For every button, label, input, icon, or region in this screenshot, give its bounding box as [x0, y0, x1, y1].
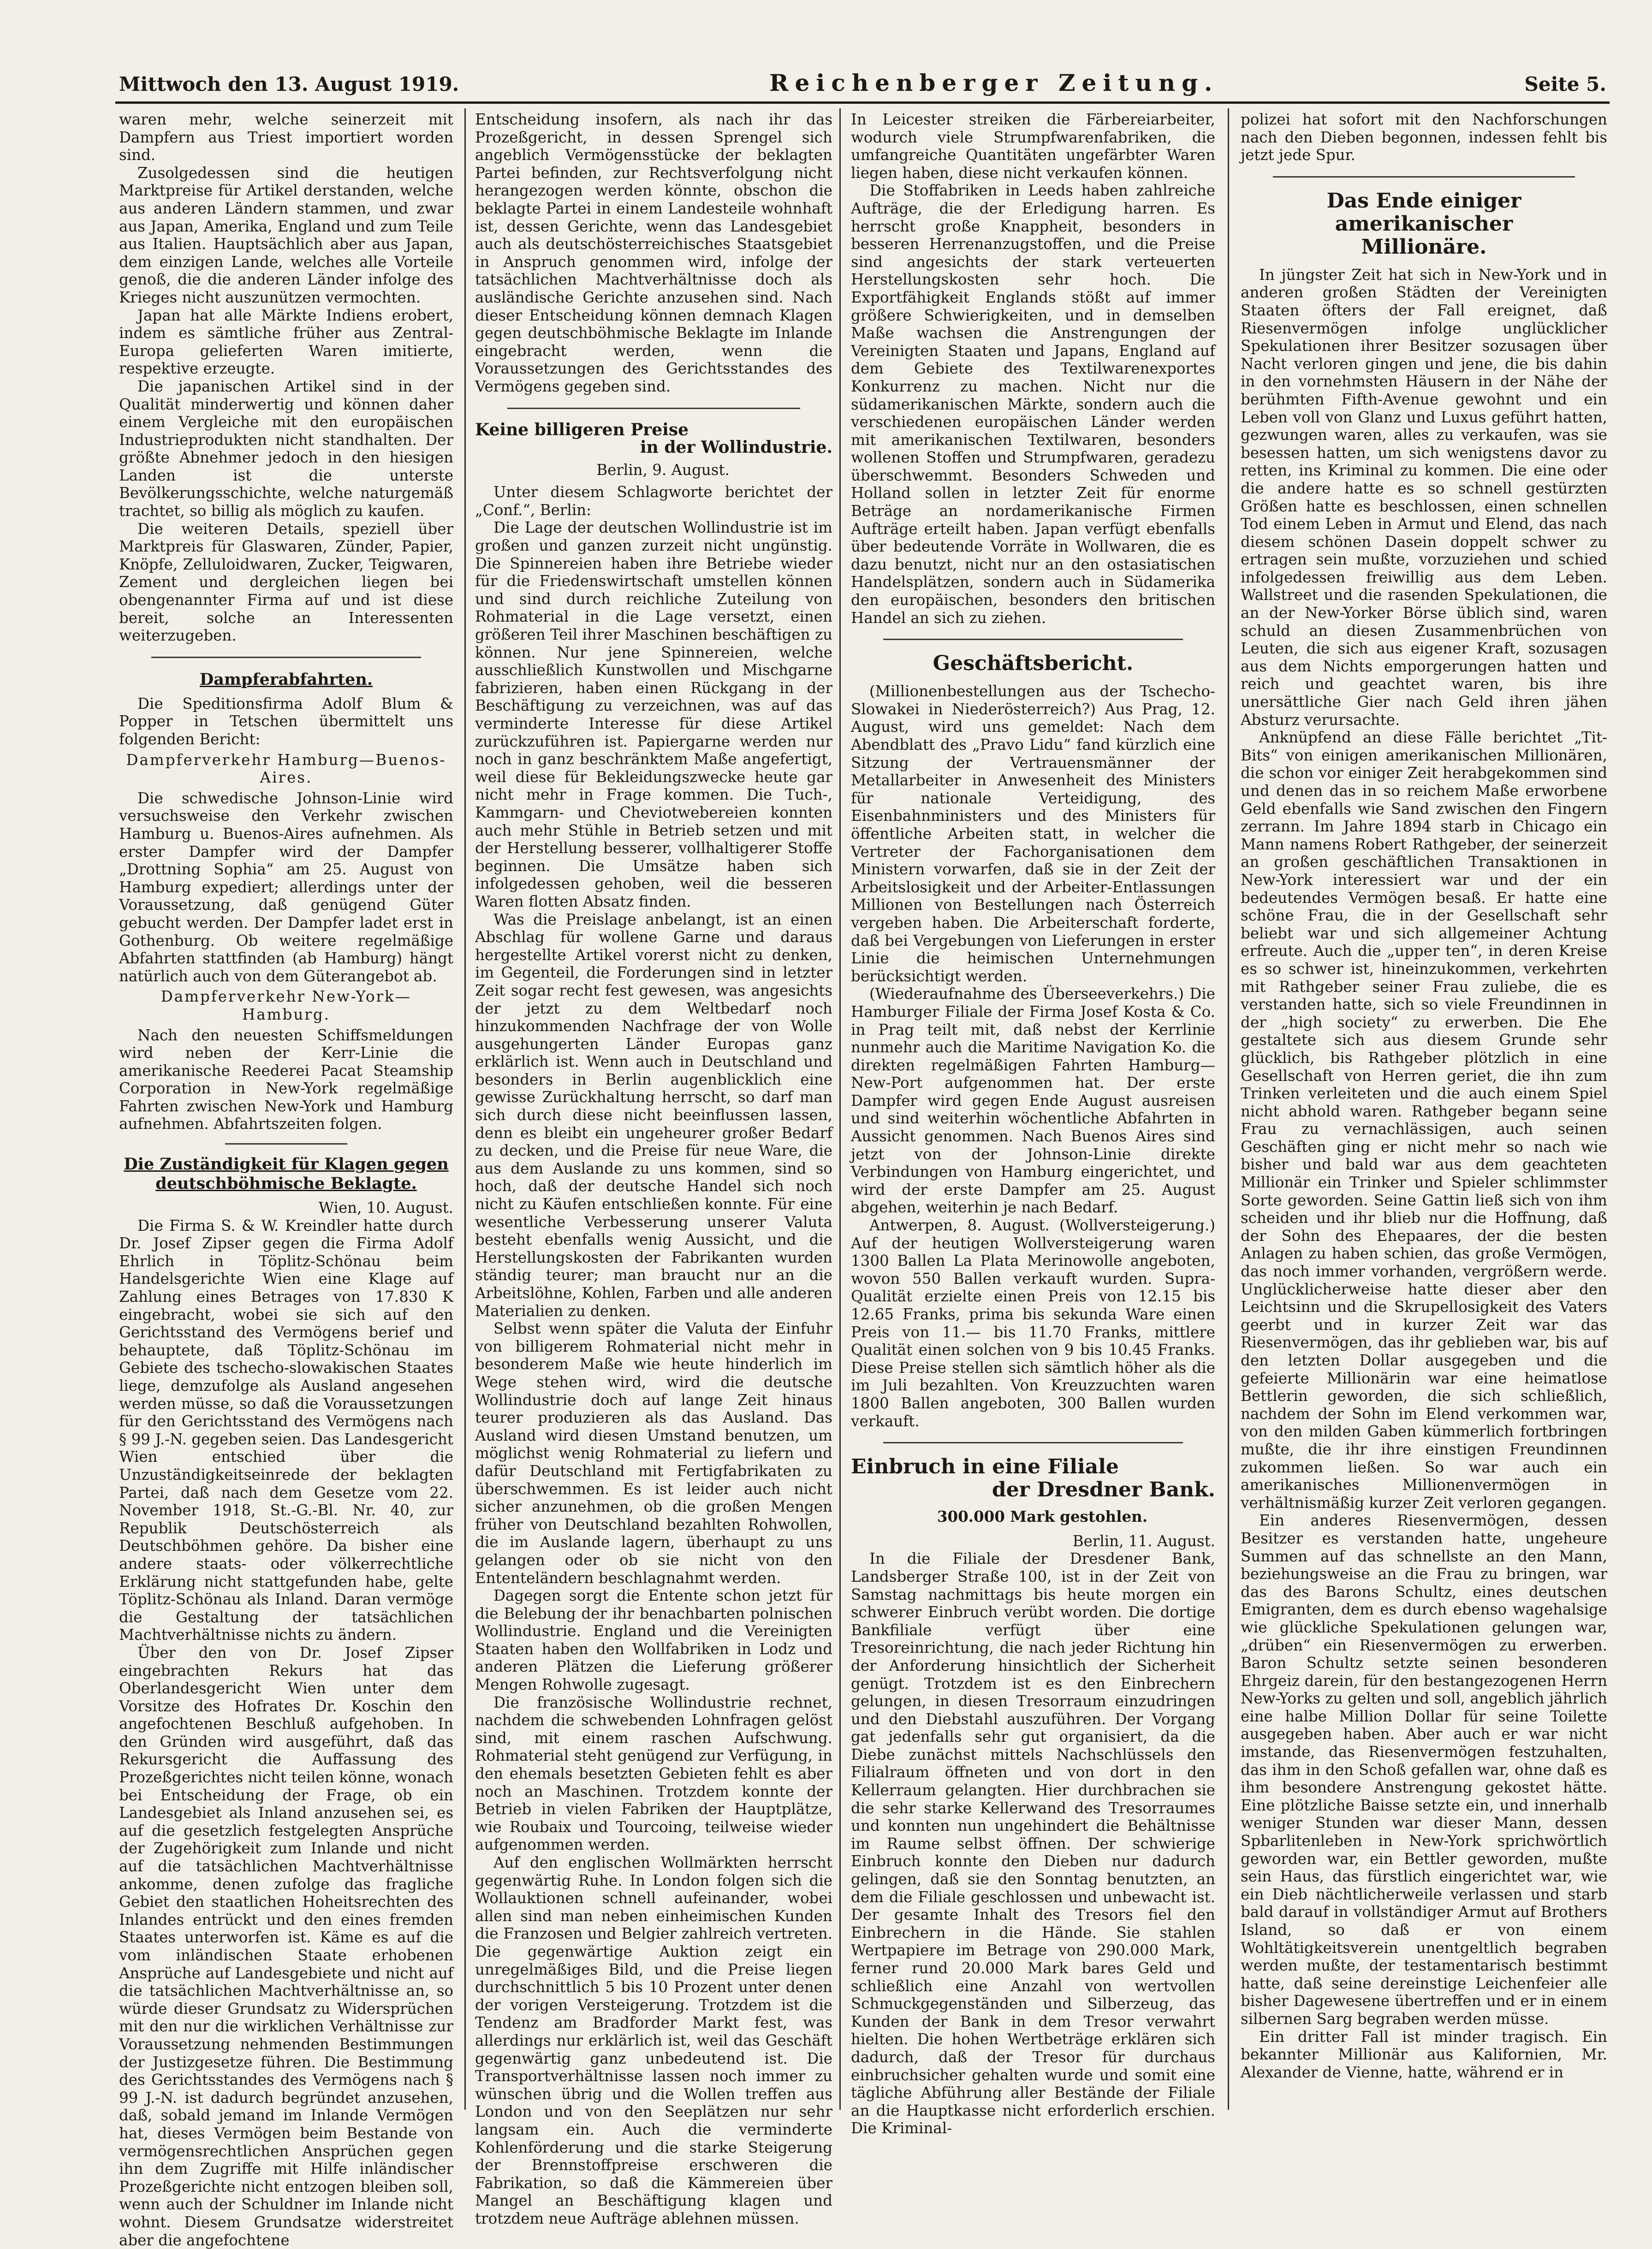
- paragraph: In die Filiale der Dresdener Bank, Landsberger Straße 100, ist in der Zeit von Samstag nachmittags bis heute morgen ein schwerer Einbruch verübt worden. Die dortige Bankfiliale verfügt über eine Tresoreinrichtung, die nach jeder Richtung hin der Anforderung hinsichtlich der Sicherheit genügt. Trotzdem ist es den Einbrechern gelungen, in diesen Tresorraum einzudringen und den Diebstahl auszuführen. Der Vorgang gat jedenfalls sehr gut organisiert, da die Diebe zunächst mittels Nachschlüssels den Filialraum öffneten und von dort in den Kellerraum gelangten. Hier durchbrachen sie die sehr starke Kellerwand des Tresorraumes und konnten nun ungehindert die Behältnisse im Raume selbst öffnen. Der schwierige Einbruch konnte den Dieben nur dadurch gelingen, daß sie den Sonntag benutzten, an dem die Filiale geschlossen und unbewacht ist. Der gesamte Inhalt des Tresors fiel den Einbrechern in die Hände. Sie stahlen Wertpapiere im Betrage von 290.000 Mark, ferner rund 20.000 Mark bares Geld und schließlich eine Anzahl von wertvollen Schmuckgegenständen und Silberzeug, das Kunden der Bank in dem Tresor verwahrt hielten. Die hohen Wertbeträge erklären sich dadurch, daß der Tresor für durchaus einbruchsicher gehalten wurde und somit eine tägliche Abführung aller Bestände der Filiale an die Hauptkasse nicht erforderlich erschien. Die Kriminal-: [851, 1550, 1215, 2137]
- paragraph: Ein dritter Fall ist minder tragisch. Ein bekannter Millionär aus Kalifornien, Mr. Alexander de Vienne, hatte, während er in: [1241, 2028, 1607, 2081]
- dateline: Berlin, 9. August.: [596, 461, 730, 479]
- paragraph: Auf den englischen Wollmärkten herrscht gegenwärtig Ruhe. In London folgen sich die Wollauktionen schnell aufeinander, wobei allen sind man neben einheimischen Kunden die Franzosen und Belgier zahlreich vertreten. Die gegenwärtige Auktion zeigt ein unregelmäßiges Bild, und die Preise liegen durchschnittlich 5 bis 10 Prozent unter denen der vorigen Versteigerung. Trotzdem ist die Tendenz am Bradforder Markt fest, was allerdings nur erklärlich ist, weil das Geschäft gegenwärtig ganz unbedeutend ist. Die Transportverhältnisse lassen noch immer zu wünschen übrig und die Wollen treffen aus London und von den Seeplätzen nur sehr langsam ein. Auch die verminderte Kohlenförderung und die starke Steigerung der Brennstoffpreise erschweren die Fabrikation, so daß die Kämmereien über Mangel an Beschäftigung klagen und trotzdem neue Aufträge ablehnen müssen.: [475, 1854, 832, 2227]
- paragraph: In Leicester streiken die Färbereiarbeiter, wodurch viele Strumpfwarenfabriken, die umfangreiche Quantitäten ungefärbter Waren liegen haben, diese nicht verkaufen können.: [851, 111, 1215, 182]
- column-2: [475, 111, 832, 2227]
- paragraph: Selbst wenn später die Valuta der Einfuhr von billigerem Rohmaterial nicht mehr in besonderem Maße wie heute hinderlich im Wege stehen wird, wird die deutsche Wollindustrie doch auf lange Zeit hinaus teurer produzieren als das Ausland. Das Ausland wird diesen Umstand benutzen, um möglichst wenig Rohmaterial zu liefern und dafür Deutschland mit Fertigfabrikaten zu überschwemmen. Es ist leider auch nicht sicher anzunehmen, ob die großen Mengen früher von Deutschland bezahlten Rohwollen, die im Auslande lagern, überhaupt zu uns gelangen oder ob sie nicht von den Ententeländern beschlagnahmt werden.: [475, 1320, 832, 1587]
- column-3: [851, 111, 1215, 2137]
- subheading: Dampferverkehr Hamburg—Buenos-Aires.: [126, 751, 446, 787]
- article-heading: Keine billigeren Preise: [475, 420, 689, 439]
- newspaper-title: Reichenberger Zeitung.: [769, 69, 1219, 96]
- paragraph: waren mehr, welche seinerzeit mit Dampfern aus Triest importiert worden sind.: [119, 111, 453, 164]
- dateline: Wien, 10. August.: [318, 1199, 453, 1217]
- article-heading: Geschäftsbericht.: [933, 652, 1134, 676]
- separator-rule: [151, 657, 421, 658]
- paragraph: In jüngster Zeit hat sich in New-York und in anderen großen Städten der Vereinigten Staaten öfters der Fall ereignet, daß Riesenvermögen infolge unglücklicher Spekulationen ihrer Besitzer sozusagen über Nacht verloren gingen und jene, die bis dahin in den vornehmsten Häusern in der Nähe der berühmten Fifth-Avenue gewohnt und ein Leben voll von Glanz und Luxus geführt hatten, gezwungen waren, alles zu verkaufen, was sie besessen hatten, um sich wenigstens davor zu retten, ins Kriminal zu kommen. Die eine oder die andere hatte es so schnell gestürzten Größen hatte es beschlossen, einen schnellen Tod einem Leben in Armut und Elend, das nach diesem schönen Dasein doppelt schwer zu ertragen sein mußte, vorzuziehen und schied infolgedessen freiwillig aus dem Leben. Wallstreet und die rasenden Spekulationen, die an der New-Yorker Börse üblich sind, waren schuld an diesen Zusammenbrüchen von Leuten, die sich aus eigener Kraft, sozusagen aus dem Nichts emporgerungen hatten und reich und geachtet waren, bis ihre unersättliche Gier nach Geld ihren jähen Absturz verursachte.: [1241, 266, 1607, 729]
- article-heading: Dampferabfahrten.: [199, 670, 373, 689]
- paragraph: Japan hat alle Märkte Indiens erobert, indem es sämtliche früher aus Zentral-Europa gelieferten Waren imitierte, respektive erzeugte.: [119, 306, 453, 378]
- masthead-rule: [115, 101, 1610, 104]
- paragraph: Über den von Dr. Josef Zipser eingebrachten Rekurs hat das Oberlandesgericht Wien unter dem Vorsitze des Hofrates Dr. Koschin den angefochtenen Beschluß aufgehoben. In den Gründen wird ausgeführt, daß das Rekursgericht die Auffassung des Prozeßgerichtes nicht teilen könne, wonach bei Entscheidung der Frage, ob ein Landesgebiet als Inland anzusehen sei, es auf die gesetzlich festgelegten Ansprüche der Zugehörigkeit zum Inlande und nicht auf die tatsächlichen Machtverhältnisse ankomme, denen zufolge das fragliche Gebiet den staatlichen Hoheitsrechten des Inlandes entrückt und den eines fremden Staates unterworfen ist. Käme es auf die vom inländischen Staate erhobenen Ansprüche auf Landesgebiete und nicht auf die tatsächlichen Machtverhältnisse an, so würde dieser Grundsatz zu Widersprüchen mit den nur die wirklichen Verhältnisse zur Voraussetzung nehmenden Bestimmungen der Justizgesetze führen. Die Bestimmung des Gerichtsstandes des Vermögens nach § 99 J.-N. ist dadurch begründet anzusehen, daß, sobald jemand im Inlande Vermögen hat, dieses Vermögen beim Bestande von vermögensrechtlichen Ansprüchen gegen ihn dem Zugriffe mit Hilfe inländischer Prozeßgerichte nicht entzogen bleiben soll, wenn auch der Schuldner im Inlande nicht wohnt. Diesem Grundsatze widerstreitet aber die angefochtene: [119, 1644, 453, 2249]
- page-number: Seite 5.: [1524, 73, 1606, 95]
- dateline: Berlin, 11. August.: [1072, 1532, 1215, 1550]
- issue-date: Mittwoch den 13. August 1919.: [119, 73, 459, 95]
- separator-rule: [1273, 176, 1575, 178]
- paragraph: Die französische Wollindustrie rechnet, nachdem die schwebenden Lohnfragen gelöst sind, mit einem raschen Aufschwung. Rohmaterial steht genügend zur Verfügung, in den ehemals besetzten Gebieten fehlt es aber noch an Maschinen. Trotzdem konnte der Betrieb in vielen Fabriken der Hauptplätze, wie Roubaix und Tourcoing, teilweise wieder aufgenommen werden.: [475, 1693, 832, 1854]
- paragraph: Was die Preislage anbelangt, ist an einen Abschlag für wollene Garne und daraus hergestellte Artikel vorerst nicht zu denken, im Gegenteil, die Forderungen sind in letzter Zeit sogar recht fest gewesen, was angesichts der jetzt zu dem Weltbedarf noch hinzukommenden Nachfrage der von Wolle ausgehungerten Länder Europas ganz erklärlich ist. Wenn auch in Deutschland und besonders in Berlin augenblicklich eine gewisse Zurückhaltung herrscht, so darf man sich durch diese nicht beeinflussen lassen, denn es bleibt ein ungeheurer großer Bedarf zu decken, und die Preise für neue Ware, die aus dem Auslande zu uns kommen, sind so hoch, daß der deutsche Handel sich noch nicht zu Käufen entschließen konnte. Für eine wesentliche Verbesserung unserer Valuta besteht ebenfalls wenig Aussicht, und die Herstellungskosten der Fabrikanten wurden ständig teurer; man braucht nur an die Arbeitslöhne, Kohlen, Farben und alle anderen Materialien zu denken.: [475, 910, 832, 1320]
- article-heading: Einbruch in eine Filiale: [851, 1455, 1119, 1479]
- column-divider: [464, 108, 466, 2110]
- article-heading: Die Zuständigkeit für Klagen gegen deutschböhmische Beklagte.: [124, 1155, 449, 1193]
- separator-rule: [225, 1143, 347, 1145]
- paragraph: Die Firma S. & W. Kreindler hatte durch Dr. Josef Zipser gegen die Firma Adolf Ehrlich in Töplitz-Schönau beim Handelsgerichte Wien eine Klage auf Zahlung eines Betrages von 17.830 K eingebracht, wobei sie sich auf den Gerichtsstand des Vermögens berief und behauptete, daß Töplitz-Schönau im Gebiete des tschecho-slowakischen Staates liege, demzufolge als Ausland angesehen werden müsse, so daß die Voraussetzungen für den Gerichtsstand des Vermögens nach § 99 J.-N. gegeben seien. Das Landesgericht Wien entschied über die Unzuständigkeitseinrede der beklagten Partei, daß nach dem Gesetze vom 22. November 1918, St.-G.-Bl. Nr. 40, zur Republik Deutschösterreich als Deutschböhmen gehöre. Da bisher eine andere staats- oder völkerrechtliche Erklärung nicht stattgefunden habe, gelte Töplitz-Schönau als Inland. Daran vermöge die Gestaltung der tatsächlichen Machtverhältnisse nichts zu ändern.: [119, 1216, 453, 1644]
- subheading: Dampferverkehr New-York—Hamburg.: [160, 988, 412, 1023]
- separator-rule: [507, 408, 800, 409]
- column-4: [1241, 111, 1607, 2107]
- column-divider: [1228, 108, 1229, 2110]
- paragraph: Antwerpen, 8. August. (Wollversteigerung.) Auf der heutigen Wollversteigerung waren 1300 Ballen La Plata Merinowolle angeboten, wovon 550 Ballen verkauft wurden. Supra-Qualität erzielte einen Preis von 12.15 bis 12.65 Franks, prima bis sekunda Ware einen Preis von 11.— bis 11.70 Franks, mittlere Qualität einen solchen von 9 bis 10.45 Franks. Diese Preise stellen sich sämtlich höher als die im Juli bezahlten. Von Kreuzzuchten waren 1800 Ballen angeboten, 300 Ballen wurden verkauft.: [851, 1216, 1215, 1430]
- paragraph: Ein anderes Riesenvermögen, dessen Besitzer es verstanden hatte, ungeheure Summen auf das schnellste an den Mann, beziehungsweise an die Frau zu bringen, war das des Barons Schultz, eines deutschen Emigranten, dem es durch ebenso wagehalsige wie glückliche Spekulationen gelungen war, „drüben“ ein Riesenvermögen zu erwerben. Baron Schultz setzte seinen besonderen Ehrgeiz darein, für den bestangezogenen Herrn New-Yorks zu gelten und soll, angeblich jährlich eine halbe Million Dollar für seine Toilette ausgegeben haben. Aber auch er war nicht imstande, das Riesenvermögen festzuhalten, das ihm in den Schoß gefallen war, ohne daß es ihm besondere Anstrengung gekostet hätte. Eine plötzliche Baisse setzte ein, und innerhalb weniger Stunden war dieser Mann, dessen Spbarlitenleben in New-York sprichwörtlich geworden war, ein Bettler geworden, mußte sein Haus, das fürstlich eingerichtet war, wie ein Dieb nächtlicherweile verlassen und starb bald darauf in vollständiger Armut auf Brothers Island, so daß er von einem Wohltätigkeitsverein unentgeltlich begraben werden mußte, der testamentarisch bestimmt hatte, daß seine dereinstige Leichenfeier alle bisher Dagewesene übertreffen und er in einem silbernen Sarg begraben werden müsse.: [1241, 1512, 1607, 2028]
- paragraph: Die Lage der deutschen Wollindustrie ist im großen und ganzen zurzeit nicht ungünstig. Die Spinnereien haben ihre Betriebe wieder für die Friedenswirtschaft umstellen können und sind durch reichliche Zuteilung von Rohmaterial in die Lage versetzt, einen größeren Teil ihrer Maschinen beschäftigen zu können. Nur jene Spinnereien, welche ausschließlich Kunstwollen und Mischgarne fabrizieren, haben einen Rückgang in der Beschäftigung zu verzeichnen, was auf das verminderte Interesse für diese Artikel zurückzuführen ist. Papiergarne werden nur noch in ganz beschränktem Maße angefertigt, weil diese für Bekleidungszwecke heute gar nicht mehr in Frage kommen. Die Tuch-, Kammgarn- und Cheviotwebereien konnten auch mehr Stühle in Betrieb setzen und mit der Herstellung besserer, vollhaltigerer Stoffe beginnen. Die Umsätze haben sich infolgedessen gehoben, weil die besseren Waren flotten Absatz finden.: [475, 519, 832, 910]
- paragraph: Anknüpfend an diese Fälle berichtet „Tit-Bits“ von einigen amerikanischen Millionären, die schon vor einiger Zeit herabgekommen sind und denen das in so reichem Maße erworbene Geld ebenfalls wie Sand zwischen den Fingern zerrann. Im Jahre 1894 starb in Chicago ein Mann namens Robert Rathgeber, der seinerzeit an großen geschäftlichen Transaktionen in New-York interessiert war und der ein bedeutendes Vermögen besaß. Er hatte eine schöne Frau, die in der Gesellschaft sehr beliebt war und sich allgemeiner Achtung erfreute. Auch die „upper ten“, in deren Kreise es so schwer ist, hineinzukommen, verkehrten mit Rathgeber seiner Frau zuliebe, die es verstanden hatte, sich so viele Freundinnen in der „high society“ zu erwerben. Die Ehe gestaltete sich aus diesem Grunde sehr glücklich, bis Rathgeber plötzlich in eine Gesellschaft von Herren geriet, die ihn zum Trinken verleiteten und die auch einem Spiel nicht abhold waren. Rathgeber begann seine Frau zu vernachlässigen, auch seinen Geschäften ging er nicht mehr so nach wie bisher und bald war aus dem geachteten Millionär ein Trinker und Spieler schlimmster Sorte geworden. Seine Gattin ließ sich von ihm scheiden und ihr blieb nur die Hoffnung, daß der Sohn des Ehepaares, der die besten Anlagen zu haben schien, das große Vermögen, das noch immer vorhanden, vergrößern werde. Unglücklicherweise hatte dieser aber den Leichtsinn und die Skrupellosigkeit des Vaters geerbt und in kurzer Zeit war das Riesenvermögen, das ihr geblieben war, bis auf den letzten Dollar ausgegeben und die gefeierte Millionärin war eine heimatlose Bettlerin geworden, die sich schließlich, nachdem der Sohn im Elend verkommen war, von den milden Gaben kümmerlich fortbringen mußte, die ihr ihre einstigen Freundinnen zukommen ließen. So war auch ein amerikanisches Millionenvermögen in verhältnismäßig kurzer Zeit verloren gegangen.: [1241, 729, 1607, 1512]
- paragraph: Dagegen sorgt die Entente schon jetzt für die Belebung der ihr benachbarten polnischen Wollindustrie. England und die Vereinigten Staaten haben den Wollfabriken in Lodz und anderen Plätzen die Lieferung größerer Mengen Rohwolle zugesagt.: [475, 1587, 832, 1694]
- paragraph: (Millionenbestellungen aus der Tschecho-Slowakei in Niederösterreich?) Aus Prag, 12. August, wird uns gemeldet: Nach dem Abendblatt des „Pravo Lidu“ fand kürzlich eine Sitzung der Vertrauensmänner der Metallarbeiter in Anwesenheit des Ministers für nationale Verteidigung, des Eisenbahnministers und des Ministers für öffentliche Arbeiten statt, in welcher die Vertreter der Fachorganisationen dem Ministern vorwarfen, daß sie in der Zeit der Arbeitslosigkeit und der Arbeiter-Entlassungen Millionen von Bestellungen nach Österreich vergeben haben. Die Arbeiterschaft forderte, daß bei Vergebungen von Lieferungen in erster Linie die heimischen Unternehmungen berücksichtigt werden.: [851, 682, 1215, 985]
- article-heading: der Dresdner Bank.: [992, 1478, 1215, 1502]
- separator-rule: [883, 1442, 1183, 1443]
- column-divider: [839, 108, 841, 2110]
- paragraph: Die weiteren Details, speziell über Marktpreis für Glaswaren, Zünder, Papier, Knöpfe, Zelluloidwaren, Zucker, Teigwaren, Zement und dergleichen liegen bei obengenannter Firma auf und ist diese bereit, solche an Interessenten weiterzugeben.: [119, 520, 453, 645]
- paragraph: polizei hat sofort mit den Nachforschungen nach den Dieben begonnen, indessen fehlt bis jetzt jede Spur.: [1241, 111, 1607, 164]
- paragraph: Unter diesem Schlagworte berichtet der „Conf.“, Berlin:: [475, 483, 832, 519]
- column-1: [119, 111, 453, 2249]
- masthead: [119, 69, 1606, 99]
- article-heading: Das Ende einiger amerikanischer: [1326, 189, 1521, 236]
- paragraph: Die schwedische Johnson-Linie wird versuchsweise den Verkehr zwischen Hamburg u. Buenos-Aires aufnehmen. Als erster Dampfer wird der Dampfer „Drottning Sophia“ am 25. August von Hamburg expediert; allerdings unter der Voraussetzung, daß genügend Güter gebucht werden. Der Dampfer ladet erst in Gothenburg. Ob weitere regelmäßige Abfahrten stattfinden (ab Hamburg) hängt natürlich auch von dem Güterangebot ab.: [119, 789, 453, 985]
- paragraph: Die Stoffabriken in Leeds haben zahlreiche Aufträge, die der Erledigung harren. Es herrscht große Knappheit, besonders in besseren Herrenanzugstoffen, und die Preise sind angesichts der stark verteuerten Herstellungskosten sehr hoch. Die Exportfähigkeit Englands stößt auf immer größere Schwierigkeiten, und in demselben Maße wachsen die Anstrengungen der Vereinigten Staaten und Japans, England auf dem Gebiete des Textilwarenexportes Konkurrenz zu machen. Nicht nur die südamerikanischen Märkte, sondern auch die verschiedenen europäischen Länder werden mit amerikanischen Textilwaren, besonders wollenen Stoffen und Strumpfwaren, geradezu überschwemmt. Besonders Schweden und Holland sollen in letzter Zeit für enorme Beträge an nordamerikanische Firmen Aufträge erteilt haben. Japan verfügt ebenfalls über bedeutende Vorräte in Wollwaren, die es dazu benutzt, nicht nur an den ostasiatischen Handelsplätzen, sondern auch in Südamerika den europäischen, besonders den britischen Handel an sich zu ziehen.: [851, 182, 1215, 627]
- paragraph: Entscheidung insofern, als nach ihr das Prozeßgericht, in dessen Sprengel sich angeblich Vermögensstücke der beklagten Partei befinden, zur Rechtsverfolgung nicht herangezogen werden könnte, obschon die beklagte Partei in einem Landesteile wohnhaft ist, dessen Gerichte, wenn das Landesgebiet auch als deutschösterreichisches Staatsgebiet in Anspruch genommen wird, infolge der tatsächlichen Machtverhältnisse doch als ausländische Gerichte anzusehen sind. Nach dieser Entscheidung können demnach Klagen gegen deutschböhmische Beklagte im Inlande eingebracht werden, wenn die Voraussetzungen des Gerichtsstandes des Vermögens gegeben sind.: [475, 111, 832, 395]
- separator-rule: [883, 639, 1183, 640]
- paragraph: Nach den neuesten Schiffsmeldungen wird neben der Kerr-Linie die amerikanische Reederei Pacat Steamship Corporation in New-York regelmäßige Fahrten zwischen New-York und Hamburg aufnehmen. Abfahrtszeiten folgen.: [119, 1026, 453, 1133]
- subheading: 300.000 Mark gestohlen.: [937, 1507, 1148, 1526]
- article-heading: in der Wollindustrie.: [640, 438, 832, 457]
- article-heading: Millionäre.: [1361, 235, 1487, 259]
- paragraph: (Wiederaufnahme des Überseeverkehrs.) Die Hamburger Filiale der Firma Josef Kosta & Co. in Prag teilt mit, daß nebst der Kerrlinie nunmehr auch die Maritime Navigation Ko. die direkten regelmäßigen Fahrten Hamburg—New-Port aufgenommen hat. Der erste Dampfer wird gegen Ende August ausreisen und sind weiterhin wöchentliche Abfahrten in Aussicht genommen. Nach Buenos Aires sind jetzt von der Johnson-Linie direkte Verbindungen von Hamburg eingerichtet, und wird der erste Dampfer am 25. August abgehen, weiterhin je nach Bedarf.: [851, 985, 1215, 1216]
- paragraph: Zusolgedessen sind die heutigen Marktpreise für Artikel derstanden, welche aus anderen Ländern stammen, und zwar aus Japan, Amerika, England und zum Teile aus Italien. Hauptsächlich aber aus Japan, dem einzigen Lande, welches alle Vorteile genoß, die die anderen Länder infolge des Krieges nicht auszunützen vermochten.: [119, 164, 453, 306]
- paragraph: Die japanischen Artikel sind in der Qualität minderwertig und können daher einem Vergleiche mit den europäischen Industrieprodukten nicht standhalten. Der größte Abnehmer jedoch in den hiesigen Landen ist die unterste Bevölkerungsschichte, welche naturgemäß trachtet, so billig als möglich zu kaufen.: [119, 377, 453, 520]
- paragraph: Die Speditionsfirma Adolf Blum & Popper in Tetschen übermittelt uns folgenden Bericht:: [119, 694, 453, 748]
